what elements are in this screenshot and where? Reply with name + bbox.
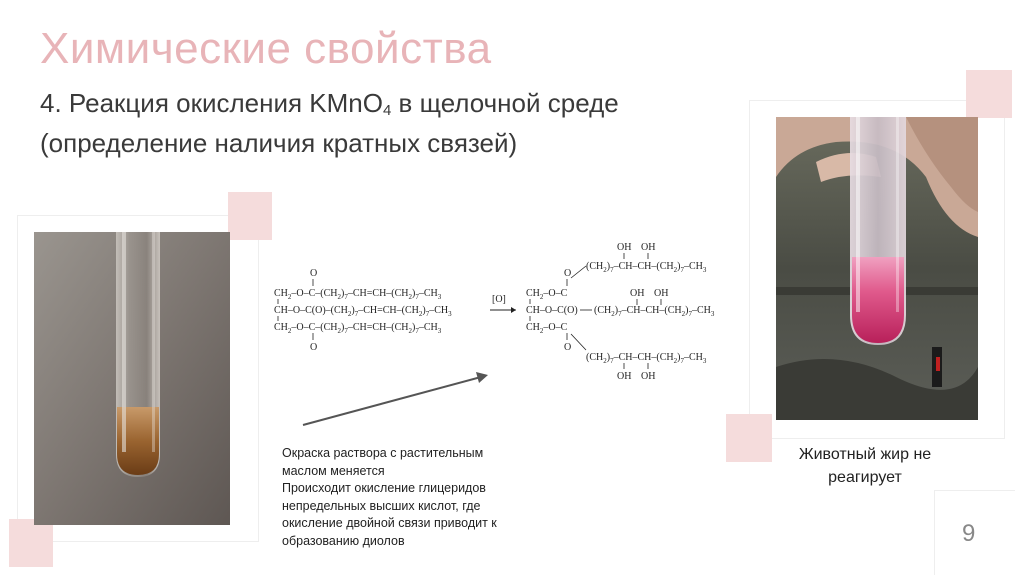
subtitle-prefix: 4. Реакция окисления KMnO — [40, 88, 383, 118]
left-caption-line: окисление двойной связи приводит к — [282, 516, 497, 530]
reactant-triglyceride — [274, 268, 452, 353]
right-frame-decor-top — [966, 70, 1012, 118]
right-photo — [776, 117, 978, 420]
subtitle-subscript: 4 — [382, 102, 392, 119]
oh-bottom-1: OH — [617, 371, 632, 382]
subtitle-suffix: в щелочной среде — [391, 88, 619, 118]
reaction-scheme — [268, 236, 738, 386]
right-frame-decor-bottom — [726, 414, 772, 462]
subtitle-line-2: (определение наличия кратных связей) — [40, 128, 518, 158]
product-carbonyl-o-3: O — [564, 342, 572, 353]
oxidant-label: [O] — [492, 294, 506, 305]
left-caption-line: Происходит окисление глицеридов — [282, 481, 486, 495]
product-top-chain: $(CH_2)_7-CH-CH-(CH_2)_7-CH_3$ — [586, 261, 707, 274]
product-row-2: CH–O–C(O) — [526, 305, 578, 316]
reactant-row-1: $CH_2-O-C-(CH_2)_7-CH=CH-(CH_2)_7-CH_3$ — [274, 288, 442, 301]
product-middle-chain: $(CH_2)_7-CH-CH-(CH_2)_7-CH_3$ — [594, 305, 715, 318]
carbonyl-o-3: O — [310, 342, 318, 353]
left-photo — [34, 232, 230, 525]
left-caption-line: образованию диолов — [282, 533, 405, 548]
product-diol — [526, 242, 715, 382]
oh-mid-1: OH — [630, 288, 645, 299]
product-carbonyl-o-1: O — [564, 268, 572, 279]
left-frame-decor-bottom — [9, 519, 53, 567]
page-number: 9 — [962, 520, 976, 547]
right-caption-line: реагирует — [828, 469, 902, 486]
product-row-3-prefix: $CH_2-O-C$ — [526, 322, 568, 335]
carbonyl-o-1: O — [310, 268, 318, 279]
oh-mid-2: OH — [654, 288, 669, 299]
pointer-arrow — [295, 368, 495, 430]
slide-subtitle — [40, 87, 619, 160]
slide-title: Химические свойства — [40, 24, 492, 73]
reactant-row-3: $CH_2-O-C-(CH_2)_7-CH=CH-(CH_2)_7-CH_3$ — [274, 322, 442, 335]
product-bottom-chain: $(CH_2)_7-CH-CH-(CH_2)_7-CH_3$ — [586, 352, 707, 365]
right-caption-line: Животный жир не — [798, 446, 932, 463]
right-caption — [780, 443, 950, 489]
left-caption-line: маслом меняется — [282, 463, 385, 478]
subtitle-line-1 — [40, 87, 619, 127]
left-frame-decor-top — [228, 192, 272, 240]
brown-test-tube-image — [34, 232, 230, 525]
product-row-1-prefix: $CH_2-O-C$ — [526, 288, 568, 301]
left-caption-line: непредельных высших кислот, где — [282, 498, 481, 513]
pink-test-tube-image — [776, 117, 978, 420]
oh-top-1: OH — [617, 242, 632, 253]
left-caption-line: Окраска раствора с растительным — [282, 446, 484, 460]
reactant-row-2: $CH-O-C(O)-(CH_2)_7-CH=CH-(CH_2)_7-CH_3$ — [274, 305, 452, 318]
left-caption — [282, 445, 547, 550]
oh-bottom-2: OH — [641, 371, 656, 382]
oh-top-2: OH — [641, 242, 656, 253]
